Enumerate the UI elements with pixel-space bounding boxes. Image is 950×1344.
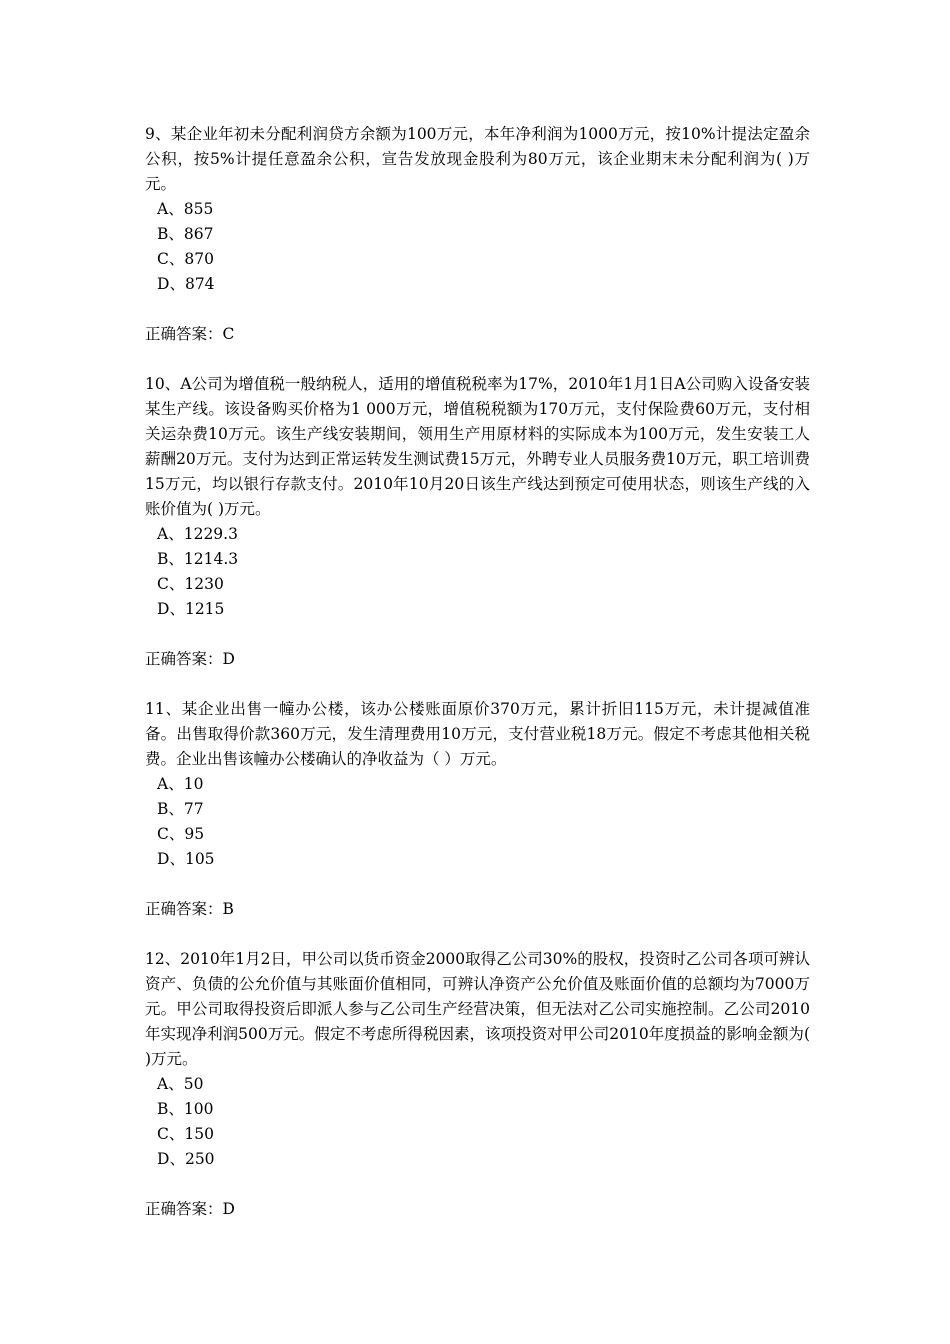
- option-letter: D 、: [157, 600, 185, 618]
- option-letter: B 、: [157, 225, 184, 243]
- option-value: 95: [184, 825, 205, 843]
- option-list: [145, 522, 810, 622]
- option-letter: A 、: [157, 525, 184, 543]
- option-list: [145, 197, 810, 297]
- option-d: [145, 597, 810, 622]
- correct-answer: 正确答案：C: [145, 325, 235, 343]
- option-letter: B 、: [157, 1100, 184, 1118]
- option-b: [145, 547, 810, 572]
- question-text: 11、某企业出售一幢办公楼，该办公楼账面原价370万元，累计折旧115万元，未计提减值准备。出售取得价款360万元，发生清理费用10万元，支付营业税18万元。假定不考虑其他相关税费。企业出售该幢办公楼确认的净收益为（ ）万元。: [145, 700, 810, 768]
- correct-answer: 正确答案：B: [145, 900, 234, 918]
- option-letter: A 、: [157, 1075, 184, 1093]
- option-value: 100: [183, 1100, 214, 1118]
- option-value: 1214.3: [183, 550, 239, 568]
- option-value: 874: [184, 275, 215, 293]
- question-block-12: [145, 947, 810, 1222]
- question-block-9: [145, 122, 810, 347]
- option-c: [145, 822, 810, 847]
- question-text: 10、A公司为增值税一般纳税人，适用的增值税税率为17%，2010年1月1日A公司购入设备安装某生产线。该设备购买价格为1 000万元，增值税税额为170万元，支付保险费60万元，支付相关运杂费10万元。该生产线安装期间，领用生产用原材料的实际成本为100万元，发生安装工人薪酬20万元。支付为达到正常运转发生测试费15万元，外聘专业人员服务费10万元，职工培训费15万元，均以银行存款支付。2010年10月20日该生产线达到预定可使用状态，则该生产线的入账价值为( )万元。: [145, 375, 810, 518]
- option-b: [145, 797, 810, 822]
- question-block-11: [145, 697, 810, 922]
- option-d: [145, 1147, 810, 1172]
- option-list: [145, 772, 810, 872]
- correct-answer: 正确答案：D: [145, 650, 235, 668]
- option-c: [145, 572, 810, 597]
- option-list: [145, 1072, 810, 1172]
- question-text: 9、某企业年初未分配利润贷方余额为100万元，本年净利润为1000万元，按10%计提法定盈余公积，按5%计提任意盈余公积，宣告发放现金股利为80万元，该企业期末未分配利润为( )万元。: [145, 125, 810, 193]
- question-block-10: [145, 372, 810, 672]
- option-value: 855: [183, 200, 214, 218]
- option-value: 870: [184, 250, 214, 268]
- option-b: [145, 222, 810, 247]
- option-letter: D 、: [157, 850, 185, 868]
- option-c: [145, 247, 810, 272]
- option-a: [145, 522, 810, 547]
- option-value: 867: [183, 225, 214, 243]
- correct-answer: 正确答案：D: [145, 1200, 235, 1218]
- option-value: 250: [184, 1150, 215, 1168]
- option-c: [145, 1122, 810, 1147]
- question-text: 12、2010年1月2日，甲公司以货币资金2000取得乙公司30%的股权，投资时乙公司各项可辨认资产、负债的公允价值与其账面价值相同，可辨认净资产公允价值及账面价值的总额均为7000万元。甲公司取得投资后即派人参与乙公司生产经营决策，但无法对乙公司实施控制。乙公司2010年实现净利润500万元。假定不考虑所得税因素，该项投资对甲公司2010年度损益的影响金额为( )万元。: [145, 950, 810, 1068]
- option-d: [145, 272, 810, 297]
- option-letter: C 、: [157, 1125, 184, 1143]
- option-letter: B 、: [157, 550, 184, 568]
- option-value: 10: [183, 775, 204, 793]
- option-letter: A 、: [157, 775, 184, 793]
- option-a: [145, 1072, 810, 1097]
- option-value: 1230: [184, 575, 224, 593]
- option-value: 50: [183, 1075, 204, 1093]
- document-page: [145, 122, 810, 1247]
- option-letter: A 、: [157, 200, 184, 218]
- option-letter: C 、: [157, 575, 184, 593]
- option-a: [145, 772, 810, 797]
- option-a: [145, 197, 810, 222]
- option-b: [145, 1097, 810, 1122]
- option-letter: D 、: [157, 1150, 185, 1168]
- option-value: 1215: [184, 600, 225, 618]
- option-value: 150: [184, 1125, 214, 1143]
- option-letter: B 、: [157, 800, 184, 818]
- option-value: 105: [184, 850, 215, 868]
- option-letter: C 、: [157, 825, 184, 843]
- option-letter: D 、: [157, 275, 185, 293]
- option-value: 1229.3: [183, 525, 238, 543]
- option-letter: C 、: [157, 250, 184, 268]
- option-d: [145, 847, 810, 872]
- option-value: 77: [183, 800, 204, 818]
